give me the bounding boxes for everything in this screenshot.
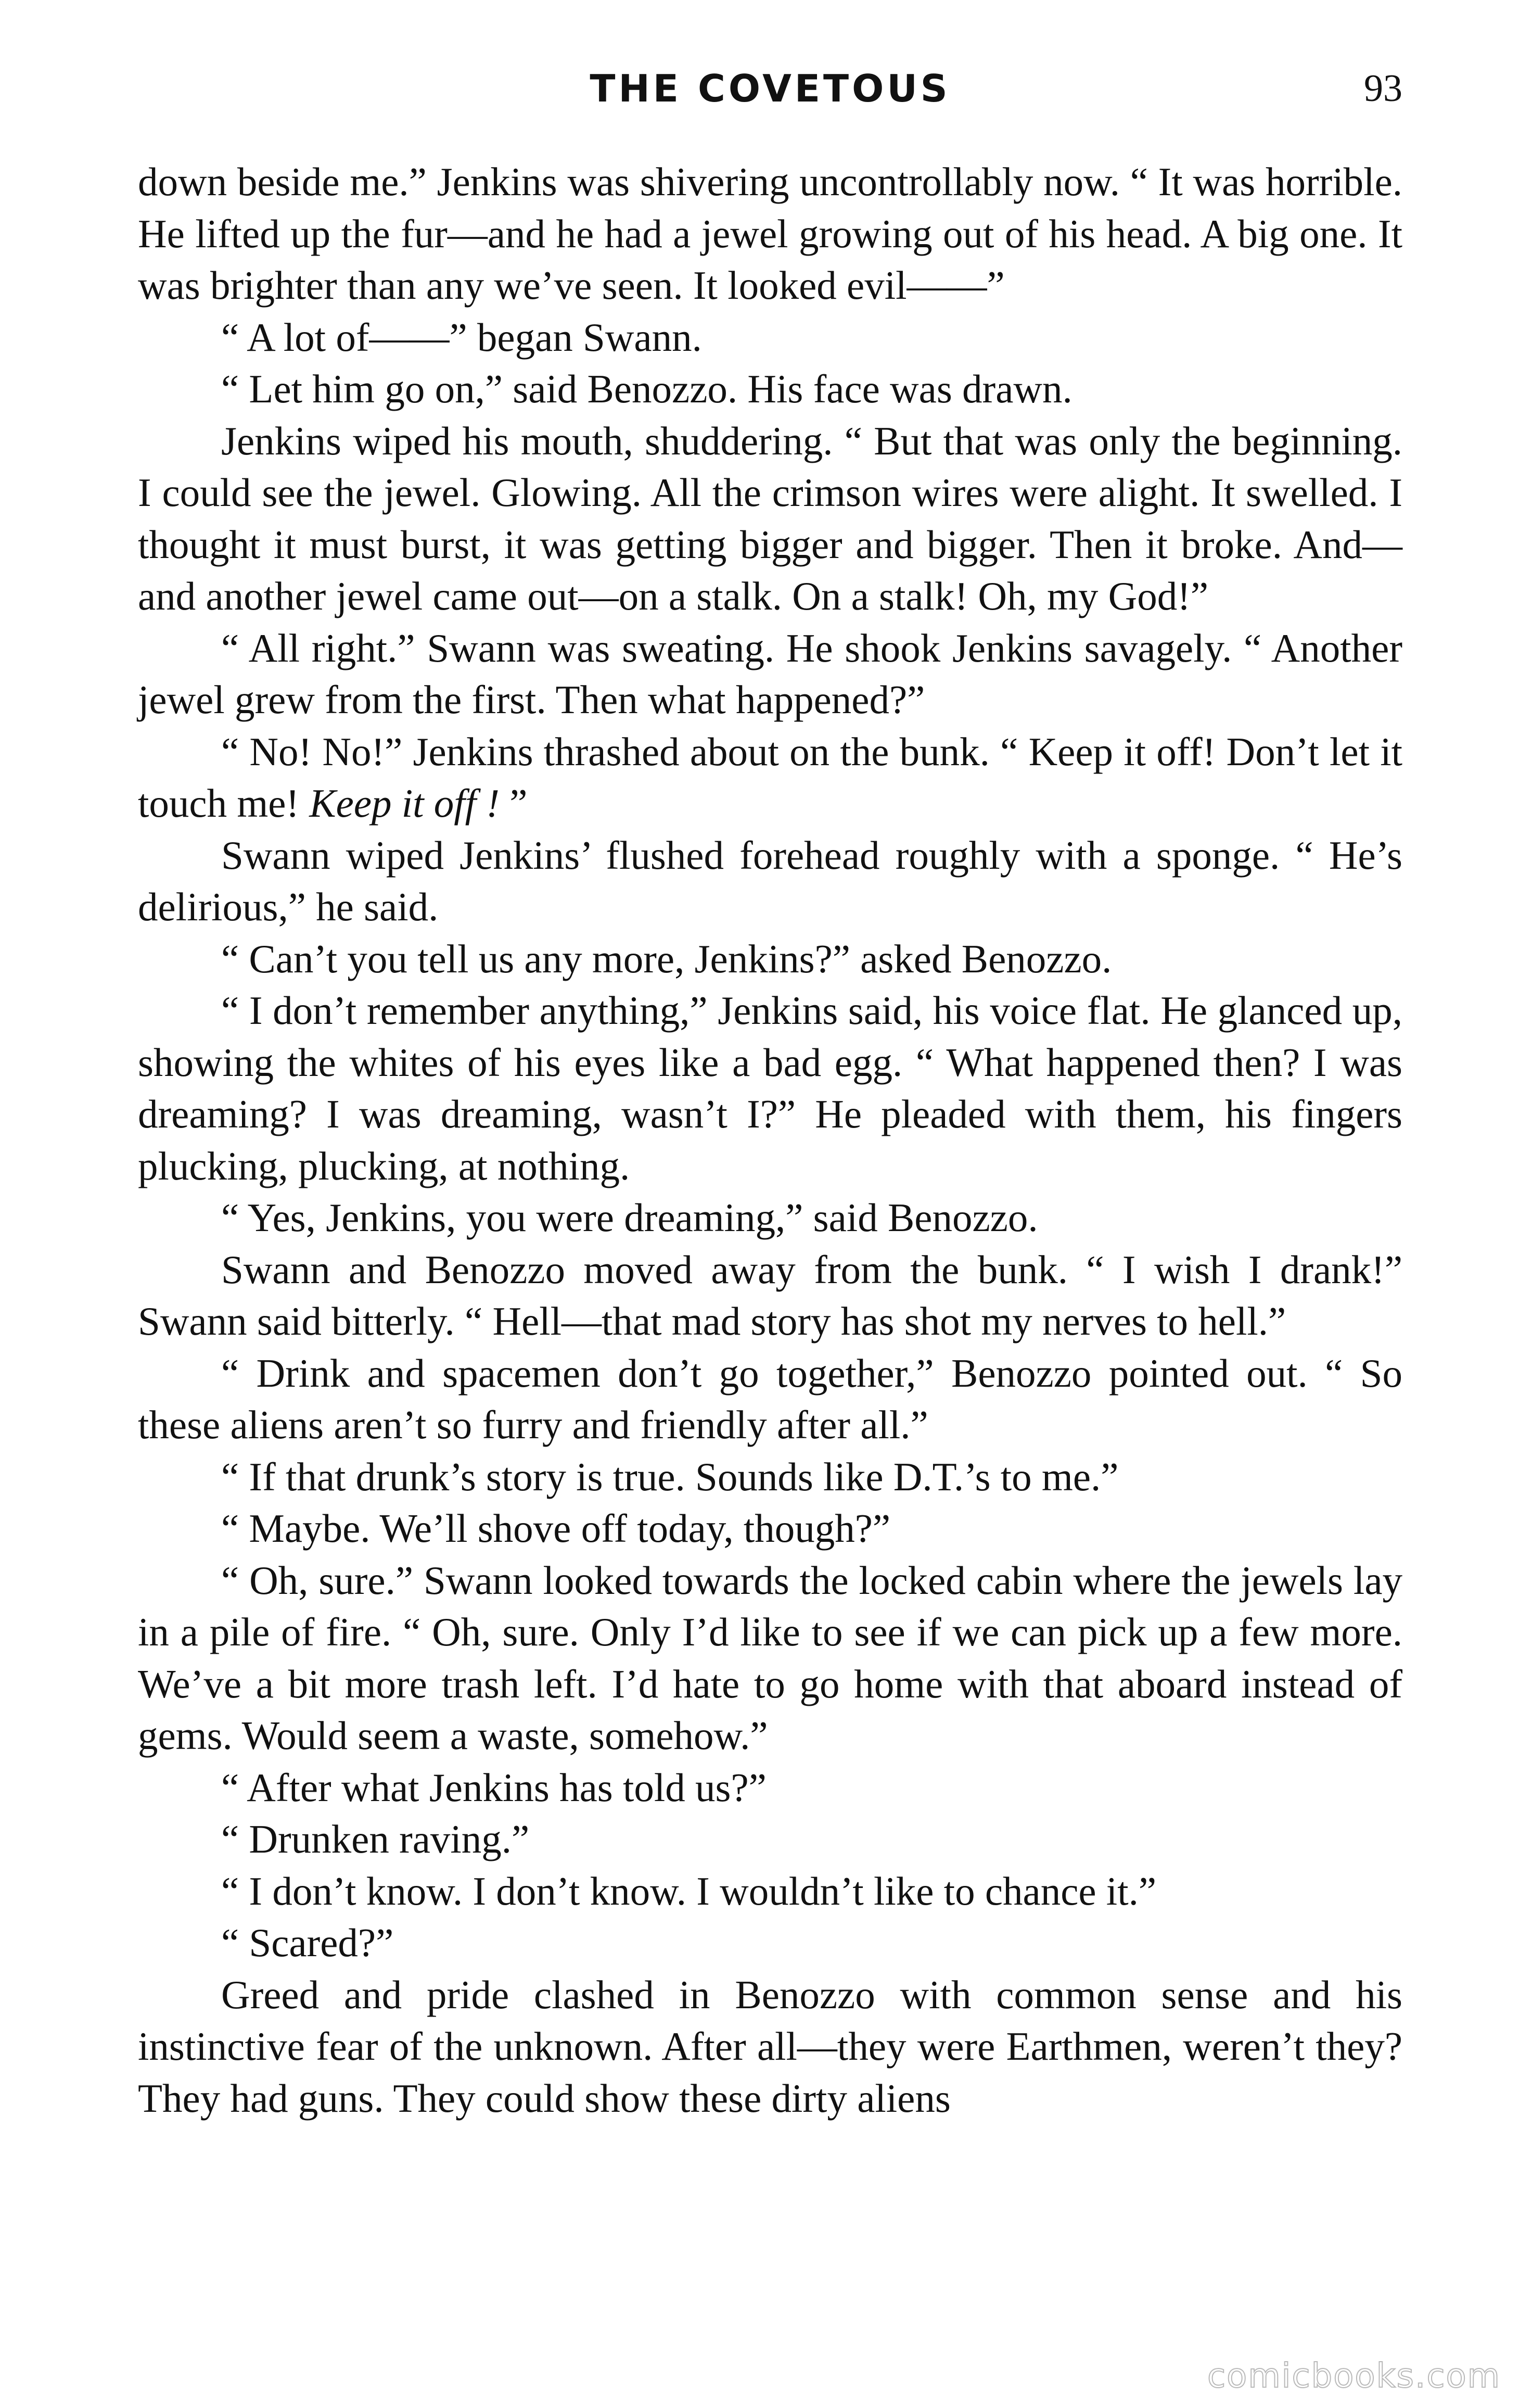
paragraph: Swann and Benozzo moved away from the bunk. “ I wish I drank!” Swann said bitterly. “ Hell—that mad story has shot my nerves to hell.” xyxy=(138,1247,1402,1344)
page-header xyxy=(138,57,1402,120)
paragraph: “ After what Jenkins has told us?” xyxy=(221,1765,767,1810)
paragraph xyxy=(138,726,1402,830)
paragraph: Swann wiped Jenkins’ flushed forehead roughly with a sponge. “ He’s delirious,” he said. xyxy=(138,832,1402,929)
paragraph: “ Drunken raving.” xyxy=(221,1817,530,1861)
paragraph: “ If that drunk’s story is true. Sounds like D.T.’s to me.” xyxy=(221,1454,1119,1499)
paragraph: “ I don’t know. I don’t know. I wouldn’t like to chance it.” xyxy=(221,1868,1157,1913)
paragraph-text: ” xyxy=(499,781,528,826)
paragraph: “ Yes, Jenkins, you were dreaming,” said Benozzo. xyxy=(221,1195,1038,1240)
paragraph-text: “ No! No!” Jenkins thrashed about on the bunk. “ Keep it off! Don’t let it touch me! xyxy=(138,729,1402,826)
paragraph: “ Can’t you tell us any more, Jenkins?” asked Benozzo. xyxy=(221,936,1112,981)
italic-text: Keep it off ! xyxy=(309,781,500,826)
running-head: THE COVETOUS xyxy=(590,67,951,110)
paragraph: “ A lot of——” began Swann. xyxy=(221,314,702,360)
body-text xyxy=(138,156,1402,2124)
paragraph: “ I don’t remember anything,” Jenkins said, his voice flat. He glanced up, showing the whites of his eyes like a bad egg. “ What happened then? I was dreaming? I was dreaming, wasn’t I?” He pleaded with them, his fingers plucking, plucking, at nothing. xyxy=(138,988,1402,1188)
paragraph: “ Maybe. We’ll shove off today, though?” xyxy=(221,1506,891,1551)
paragraph: down beside me.” Jenkins was shivering uncontrollably now. “ It was horrible. He lifted up the fur—and he had a jewel growing out of his head. A big one. It was brighter than any we’ve seen. It looked evil——” xyxy=(138,159,1402,308)
paragraph: “ Scared?” xyxy=(221,1920,394,1965)
paragraph: “ Drink and spacemen don’t go together,” Benozzo pointed out. “ So these aliens aren’t so furry and friendly after all.” xyxy=(138,1350,1402,1447)
paragraph: “ Let him go on,” said Benozzo. His face was drawn. xyxy=(221,366,1073,411)
watermark: comicbooks.com xyxy=(1207,2357,1501,2396)
paragraph: Greed and pride clashed in Benozzo with common sense and his instinctive fear of the unknown. After all—they were Earthmen, weren’t they? They had guns. They could show these dirty aliens xyxy=(138,1972,1402,2121)
page-number: 93 xyxy=(1364,67,1402,110)
paragraph: “ Oh, sure.” Swann looked towards the locked cabin where the jewels lay in a pile of fire. “ Oh, sure. Only I’d like to see if we can pick up a few more. We’ve a bit more trash left. I’d hate to go home with that aboard instead of gems. Would seem a waste, somehow.” xyxy=(138,1557,1402,1758)
paragraph: “ All right.” Swann was sweating. He shook Jenkins savagely. “ Another jewel grew from the first. Then what happened?” xyxy=(138,625,1402,722)
paragraph: Jenkins wiped his mouth, shuddering. “ But that was only the beginning. I could see the jewel. Glowing. All the crimson wires were alight. It swelled. I thought it must burst, it was getting bigger and bigger. Then it broke. And—and another jewel came out—on a stalk. On a stalk! Oh, my God!” xyxy=(138,418,1402,618)
